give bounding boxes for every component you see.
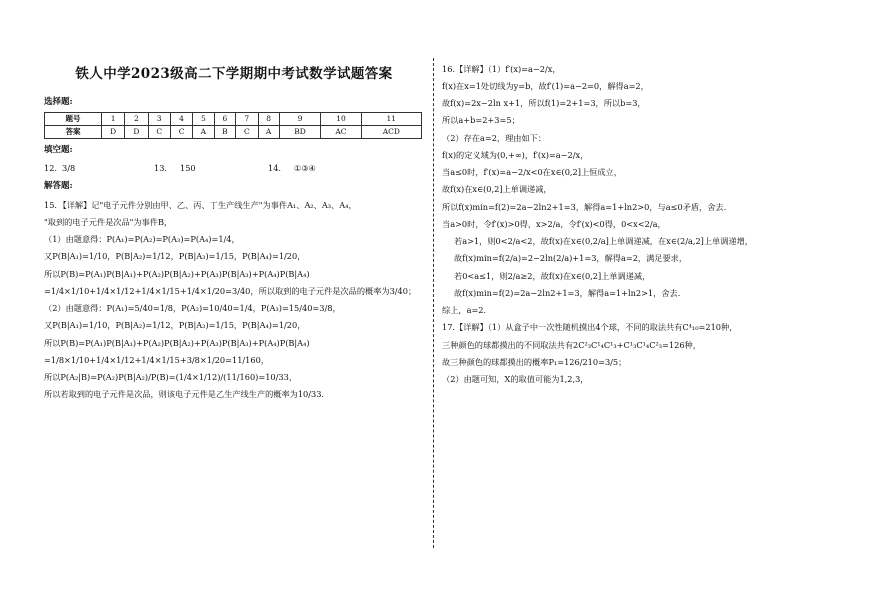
fill-value: ①③④ xyxy=(294,163,317,174)
answer-table xyxy=(44,112,422,139)
text-line: 所以P(B)=P(A₁)P(B|A₁)+P(A₂)P(B|A₂)+P(A₃)P(B|A₃)+P(A₄)P(B|A₄) xyxy=(44,268,310,279)
table-cell: 10 xyxy=(321,112,361,125)
fill-number: 14. xyxy=(268,163,282,174)
table-cell: 9 xyxy=(279,112,321,125)
table-cell: 11 xyxy=(361,112,421,125)
fill-number: 13. xyxy=(154,163,168,174)
fill-number: 12. xyxy=(44,163,58,174)
table-header-label: 答案 xyxy=(45,125,102,138)
table-cell: C xyxy=(170,125,192,138)
table-header-label: 题号 xyxy=(45,112,102,125)
table-cell: 3 xyxy=(148,112,170,125)
table-cell: A xyxy=(258,125,279,138)
text-line: 所以P(A₂|B)=P(A₂)P(B|A₂)/P(B)=(1/4×1/12)/(11/160)=10/33， xyxy=(44,372,298,382)
text-line: 若0<a≤1，则2/a≥2，故f(x)在x∈(0,2]上单调递减， xyxy=(454,270,651,281)
table-cell: 4 xyxy=(170,112,192,125)
text-line: （2）由题可知，X的取值可能为1,2,3， xyxy=(442,374,589,384)
table-cell: 2 xyxy=(125,112,148,125)
text-line: 又P(B|A₁)=1/10，P(B|A₂)=1/12，P(B|A₃)=1/15，P(B|A₄)=1/20， xyxy=(44,320,306,331)
fill-answers xyxy=(44,163,424,173)
table-cell: D xyxy=(102,125,125,138)
table-cell: ACD xyxy=(361,125,421,138)
text-line: （2）由题意得：P(A₁)=5/40=1/8，P(A₂)=10/40=1/4，P(A₃)=15/40=3/8， xyxy=(44,303,341,313)
section-solve-heading: 解答题: xyxy=(44,181,73,192)
text-line: （1）由题意得：P(A₁)=P(A₂)=P(A₃)=P(A₄)=1/4， xyxy=(44,234,240,244)
fill-value: 150 xyxy=(180,163,196,174)
text-line: 所以若取到的电子元件是次品，则该电子元件是乙生产线生产的概率为10/33． xyxy=(44,389,330,400)
text-line: 综上，a=2. xyxy=(442,305,487,315)
table-cell: A xyxy=(193,125,214,138)
table-cell: AC xyxy=(321,125,361,138)
text-line: 又P(B|A₁)=1/10，P(B|A₂)=1/12，P(B|A₃)=1/15，P(B|A₄)=1/20， xyxy=(44,251,306,262)
table-cell: 1 xyxy=(102,112,125,125)
section-fill-heading: 填空题: xyxy=(44,144,73,155)
left-column xyxy=(44,60,424,403)
text-line: 16.【详解】（1）f′(x)=a−2/x， xyxy=(442,63,561,74)
page-title: 铁人中学2023级高二下学期期中考试数学试题答案 xyxy=(75,66,393,82)
text-line: （2）存在a=2，理由如下： xyxy=(442,132,547,143)
text-line: "取到的电子元件是次品"为事件B， xyxy=(44,216,173,227)
table-cell: C xyxy=(236,125,258,138)
table-cell: 5 xyxy=(193,112,214,125)
text-line: 所以P(B)=P(A₁)P(B|A₁)+P(A₂)P(B|A₂)+P(A₃)P(B|A₃)+P(A₄)P(B|A₄) xyxy=(44,337,310,348)
text-line: 当a≤0时，f′(x)=a−2/x<0在x∈(0,2]上恒成立， xyxy=(442,167,622,177)
text-line: 若a>1，则0<2/a<2，故f(x)在x∈(0,2/a]上单调递减，在x∈(2/a,2]上单调递增， xyxy=(454,236,753,246)
text-line: 所以a+b=2+3=5； xyxy=(442,115,520,126)
text-line: 故f(x)在x∈(0,2]上单调递减， xyxy=(442,184,552,195)
table-cell: 6 xyxy=(214,112,236,125)
text-line: 故f(x)min=f(2/a)=2−2ln(2/a)+1=3，解得a=2，满足要求， xyxy=(454,253,688,264)
fill-value: 3/8 xyxy=(62,163,76,174)
text-line: 三种颜色的球都摸出的不同取法共有2C²₃C¹₄C¹₃+C¹₃C¹₄C²₃=126种， xyxy=(442,339,701,350)
text-line: 故f(x)min=f(2)=2a−2ln2+1=3，解得a=1+ln2>1，舍去. xyxy=(454,287,681,298)
section-choice-heading: 选择题: xyxy=(44,96,73,107)
text-line: f(x)在x=1处切线为y=b，故f′(1)=a−2=0，解得a=2， xyxy=(442,80,649,91)
right-column xyxy=(442,60,842,388)
text-line: =1/4×1/10+1/4×1/12+1/4×1/15+1/4×1/20=3/40，所以取到的电子元件是次品的概率为3/40； xyxy=(44,285,417,296)
table-cell: C xyxy=(148,125,170,138)
table-cell: BD xyxy=(279,125,321,138)
text-line: f(x)的定义域为(0,+∞)，f′(x)=a−2/x， xyxy=(442,149,589,160)
text-line: =1/8×1/10+1/4×1/12+1/4×1/15+3/8×1/20=11/160， xyxy=(44,354,269,365)
text-line: 15．【详解】记"电子元件分别由甲、乙、丙、丁生产线生产"为事件A₁、A₂、A₃、A₄， xyxy=(44,199,357,210)
table-cell: D xyxy=(125,125,148,138)
table-row-numbers xyxy=(45,112,422,125)
text-line: 当a>0时，令f′(x)>0得，x>2/a，令f′(x)<0得，0<x<2/a， xyxy=(442,218,666,229)
text-line: 故三种颜色的球都摸出的概率P₁=126/210=3/5； xyxy=(442,356,627,367)
table-cell: 7 xyxy=(236,112,258,125)
text-line: 17.【详解】（1）从盒子中一次性随机摸出4个球，不同的取法共有C⁴₁₀=210种， xyxy=(442,322,738,333)
text-line: 故f(x)=2x−2ln x+1，所以f(1)=2+1=3，所以b=3， xyxy=(442,98,646,108)
table-row-answers xyxy=(45,125,422,138)
table-cell: 8 xyxy=(258,112,279,125)
table-cell: B xyxy=(214,125,236,138)
text-line: 所以f(x)min=f(2)=2a−2ln2+1=3，解得a=1+ln2>0，与a≤0矛盾，舍去. xyxy=(442,201,727,212)
column-divider xyxy=(433,58,434,548)
